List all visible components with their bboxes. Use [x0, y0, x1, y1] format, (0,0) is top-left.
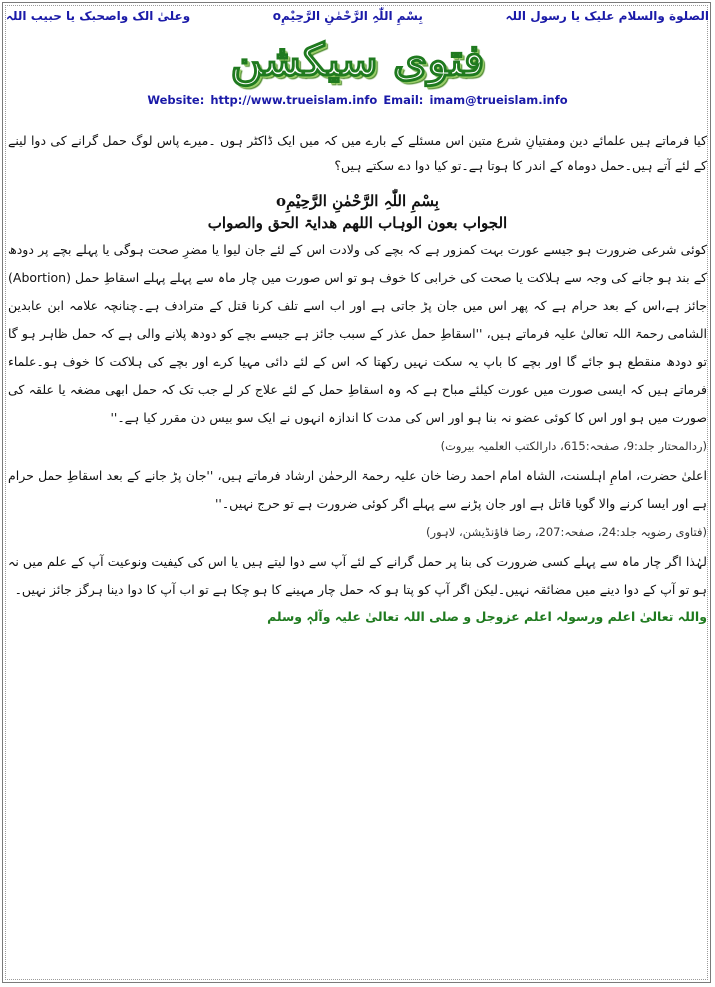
fatwa-content [8, 116, 707, 628]
header-companions: وعلیٰ الک واصحبک یا حبیب اللہ [6, 9, 191, 23]
question-text: کیا فرماتے ہیں علمائے دین ومفتیانِ شرع متین اس مسئلے کے بارے میں کہ میں ایک ڈاکٹر ہوں ۔میرے پاس لوگ حمل گرانے کی دوا لینے کے لئے آتے ہیں۔حمل دوماہ کے اندر کا ہوتا ہے۔تو کیا دوا دے سکتے ہیں؟ [8, 133, 707, 173]
header-bar [6, 7, 709, 25]
reference-1: (ردالمحتار جلد:9، صفحہ:615، دارالکتب العلمیہ بیروت) [440, 439, 707, 453]
email-label: Email: [383, 93, 424, 107]
closing-line: واللہ تعالیٰ اعلم ورسولہ اعلم عزوجل و صلی اللہ تعالیٰ علیہ وآلہٖ وسلم [267, 609, 707, 624]
answer-bismillah: بِسْمِ اللّٰہِ الرَّحْمٰنِ الرَّحِیْمِo [276, 192, 439, 210]
answer-paragraph-2: اعلیٰ حضرت، امامِ اہلسنت، الشاہ امام احمد رضا خان علیہ رحمۃ الرحمٰن ارشاد فرماتے ہیں، ''جان پڑ جانے کے بعد اسقاطِ حمل حرام ہے اور ایسا کرنے والا گویا قاتل ہے اور جان پڑنے سے پہلے اگر کوئی ضرورت ہے تو حرج نہیں۔'' [8, 468, 707, 511]
website-label: Website: [147, 93, 205, 107]
email-link[interactable]: imam@trueislam.info [429, 93, 568, 107]
reference-2: (فتاوی رضویہ جلد:24، صفحہ:207، رضا فاؤنڈیشن، لاہور) [426, 525, 707, 539]
header-salutation: الصلوة والسلام علیک یا رسول اللہ [505, 9, 709, 23]
contact-line [0, 93, 715, 109]
header-bismillah: بِسْمِ اللّٰہِ الرَّحْمٰنِ الرَّحِیْمِo [272, 9, 423, 23]
answer-heading: الجواب بعون الوہاب اللھم ھدایۃ الحق والصواب [207, 214, 508, 232]
answer-paragraph-1: کوئی شرعی ضرورت ہو جیسے عورت بہت کمزور ہے کہ بچے کی ولادت اس کے لئے جان لیوا یا مضرِ صحت ہوگی یا پہلے بچے پر دودھ کے بند ہو جانے کی وجہ سے ہلاکت یا صحت کی خرابی کا خوف ہو تو اس صورت میں چار ماہ سے پہلے پہلے اسقاطِ حمل (Abortion) جائز ہے،اس کے بعد حرام ہے کہ پھر اس میں جان پڑ جاتی ہے اور اب اسے تلف کرنا قتل کے مترادف ہے۔چنانچہ علامہ ابن عابدین الشامی رحمۃ اللہ تعالیٰ علیہ فرماتے ہیں، ''اسقاطِ حمل عذر کے سبب جائز ہے جیسے بچے کو دودھ پلانے والی ہے کہ حمل ظاہر ہو گا تو دودھ منقطع ہو جائے گا اور بچے کا باپ یہ سکت نہیں رکھتا کہ اس کے لئے دائی مہیا کرے اور بچے کی ہلاکت کا خوف ہو۔علماء فرماتے ہیں کہ ایسی صورت میں عورت کیلئے مباح ہے کہ وہ اسقاطِ حمل کے لئے علاج کر لے جب تک کہ حمل ابھی مضغہ یا علقہ کی صورت میں ہو اور اس کا کوئی عضو نہ بنا ہو اور اس کی مدت کا اندازہ انہوں نے ایک سو بیس دن مقرر کیا ہے۔'' [8, 242, 707, 425]
website-link[interactable]: http://www.trueislam.info [210, 93, 378, 107]
answer-paragraph-3: لہٰذا اگر چار ماہ سے پہلے کسی ضرورت کی بنا پر حمل گرانے کے لئے آپ سے دوا لیتے ہیں یا اس کی کیفیت ونوعیت آپ کے علم میں نہ ہو تو آپ کے دوا دینے میں مضائقہ نہیں۔لیکن اگر آپ کو پتا ہو کہ حمل چار مہینے کا ہو چکا ہے تو اب آپ کا دوا دینا ہرگز جائز نہیں۔ [8, 554, 707, 597]
page-title: فتوی سیکشن [230, 35, 485, 86]
